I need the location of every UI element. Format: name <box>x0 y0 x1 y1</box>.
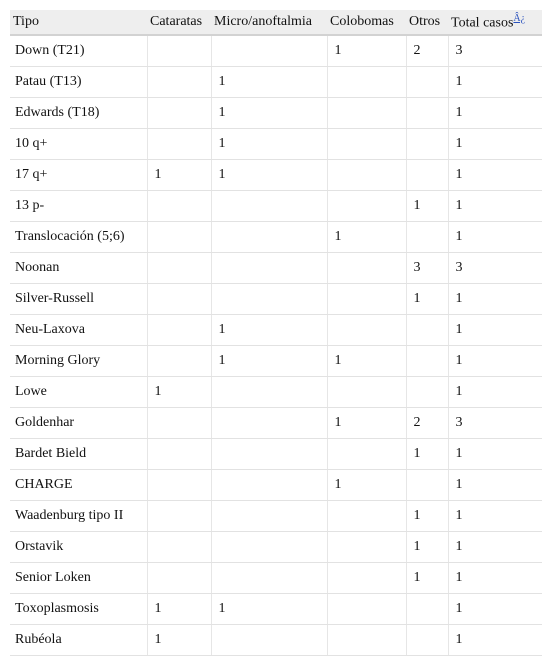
cell-colobomas: 1 <box>327 346 406 377</box>
cell-total-casos: 1 <box>448 594 542 625</box>
cell-total-casos: 1 <box>448 563 542 594</box>
cell-micro-anoftalmia <box>211 439 327 470</box>
cell-otros <box>406 160 448 191</box>
cell-cataratas: 1 <box>147 594 211 625</box>
footnote-link[interactable]: Â¿ <box>513 12 526 24</box>
header-cataratas: Cataratas <box>147 10 211 35</box>
cell-otros <box>406 594 448 625</box>
cell-tipo: Down (T21) <box>10 35 147 67</box>
cell-total-casos: 1 <box>448 470 542 501</box>
cell-otros: 2 <box>406 35 448 67</box>
cell-colobomas <box>327 160 406 191</box>
cell-colobomas: 1 <box>327 222 406 253</box>
cell-micro-anoftalmia: 1 <box>211 129 327 160</box>
cell-total-casos: 1 <box>448 67 542 98</box>
cell-total-casos: 1 <box>448 377 542 408</box>
cell-micro-anoftalmia <box>211 625 327 656</box>
cell-otros <box>406 67 448 98</box>
cell-micro-anoftalmia: 1 <box>211 160 327 191</box>
cell-tipo: Waadenburg tipo II <box>10 501 147 532</box>
cell-cataratas <box>147 532 211 563</box>
data-table <box>10 10 542 656</box>
cell-micro-anoftalmia: 1 <box>211 315 327 346</box>
cell-micro-anoftalmia: 1 <box>211 98 327 129</box>
cell-colobomas <box>327 625 406 656</box>
cell-cataratas <box>147 501 211 532</box>
header-tipo: Tipo <box>10 10 147 35</box>
header-colobomas: Colobomas <box>327 10 406 35</box>
cell-otros: 1 <box>406 501 448 532</box>
cell-otros: 2 <box>406 408 448 439</box>
table-row <box>10 191 542 222</box>
cell-colobomas <box>327 315 406 346</box>
cell-colobomas <box>327 191 406 222</box>
cell-total-casos: 1 <box>448 439 542 470</box>
cell-cataratas: 1 <box>147 160 211 191</box>
cell-micro-anoftalmia <box>211 563 327 594</box>
cell-micro-anoftalmia: 1 <box>211 346 327 377</box>
cell-colobomas <box>327 377 406 408</box>
table-row <box>10 67 542 98</box>
cell-micro-anoftalmia: 1 <box>211 67 327 98</box>
cell-tipo: Noonan <box>10 253 147 284</box>
cell-cataratas <box>147 222 211 253</box>
cell-total-casos: 1 <box>448 625 542 656</box>
cell-otros: 3 <box>406 253 448 284</box>
cell-colobomas: 1 <box>327 470 406 501</box>
table-row <box>10 315 542 346</box>
cell-otros: 1 <box>406 284 448 315</box>
table-row <box>10 35 542 67</box>
cell-cataratas <box>147 253 211 284</box>
header-total-casos-label: Total casos <box>451 15 514 31</box>
cell-micro-anoftalmia <box>211 470 327 501</box>
table-body <box>10 35 542 656</box>
table-row <box>10 222 542 253</box>
cell-micro-anoftalmia <box>211 253 327 284</box>
cell-cataratas <box>147 191 211 222</box>
cell-otros <box>406 346 448 377</box>
cell-total-casos: 1 <box>448 284 542 315</box>
table-row <box>10 346 542 377</box>
table-row <box>10 439 542 470</box>
table-row <box>10 98 542 129</box>
cell-tipo: Toxoplasmosis <box>10 594 147 625</box>
cell-colobomas <box>327 67 406 98</box>
cell-tipo: Neu-Laxova <box>10 315 147 346</box>
cell-colobomas <box>327 129 406 160</box>
cell-tipo: 13 p- <box>10 191 147 222</box>
cell-micro-anoftalmia: 1 <box>211 594 327 625</box>
cell-tipo: Rubéola <box>10 625 147 656</box>
cell-cataratas <box>147 315 211 346</box>
cell-cataratas <box>147 35 211 67</box>
table-container <box>10 10 542 656</box>
cell-cataratas <box>147 284 211 315</box>
table-row <box>10 129 542 160</box>
table-row <box>10 625 542 656</box>
cell-tipo: CHARGE <box>10 470 147 501</box>
cell-micro-anoftalmia <box>211 284 327 315</box>
cell-cataratas: 1 <box>147 625 211 656</box>
cell-cataratas: 1 <box>147 377 211 408</box>
table-row <box>10 501 542 532</box>
cell-total-casos: 3 <box>448 35 542 67</box>
cell-colobomas <box>327 284 406 315</box>
table-row <box>10 408 542 439</box>
header-total-casos <box>448 10 542 35</box>
table-row <box>10 160 542 191</box>
cell-tipo: Translocación (5;6) <box>10 222 147 253</box>
cell-tipo: Patau (T13) <box>10 67 147 98</box>
cell-cataratas <box>147 67 211 98</box>
cell-total-casos: 1 <box>448 98 542 129</box>
cell-micro-anoftalmia <box>211 532 327 563</box>
cell-tipo: 10 q+ <box>10 129 147 160</box>
cell-otros: 1 <box>406 191 448 222</box>
cell-otros <box>406 222 448 253</box>
cell-cataratas <box>147 346 211 377</box>
header-otros: Otros <box>406 10 448 35</box>
cell-cataratas <box>147 408 211 439</box>
cell-otros <box>406 98 448 129</box>
cell-tipo: Senior Loken <box>10 563 147 594</box>
cell-total-casos: 1 <box>448 191 542 222</box>
cell-otros <box>406 470 448 501</box>
cell-micro-anoftalmia <box>211 408 327 439</box>
cell-otros: 1 <box>406 439 448 470</box>
cell-cataratas <box>147 129 211 160</box>
cell-cataratas <box>147 563 211 594</box>
cell-otros: 1 <box>406 563 448 594</box>
cell-tipo: Morning Glory <box>10 346 147 377</box>
cell-micro-anoftalmia <box>211 501 327 532</box>
cell-cataratas <box>147 439 211 470</box>
header-micro-anoftalmia: Micro/anoftalmia <box>211 10 327 35</box>
cell-otros <box>406 377 448 408</box>
cell-micro-anoftalmia <box>211 377 327 408</box>
cell-total-casos: 1 <box>448 129 542 160</box>
cell-colobomas <box>327 253 406 284</box>
cell-tipo: Goldenhar <box>10 408 147 439</box>
cell-colobomas <box>327 532 406 563</box>
cell-micro-anoftalmia <box>211 191 327 222</box>
cell-total-casos: 1 <box>448 315 542 346</box>
table-row <box>10 532 542 563</box>
cell-otros <box>406 625 448 656</box>
cell-colobomas: 1 <box>327 35 406 67</box>
cell-total-casos: 1 <box>448 346 542 377</box>
cell-micro-anoftalmia <box>211 35 327 67</box>
cell-total-casos: 3 <box>448 408 542 439</box>
cell-otros <box>406 315 448 346</box>
cell-tipo: Bardet Bield <box>10 439 147 470</box>
cell-total-casos: 1 <box>448 222 542 253</box>
cell-tipo: Silver-Russell <box>10 284 147 315</box>
cell-colobomas: 1 <box>327 408 406 439</box>
cell-total-casos: 1 <box>448 501 542 532</box>
table-row <box>10 563 542 594</box>
cell-tipo: Lowe <box>10 377 147 408</box>
cell-colobomas <box>327 98 406 129</box>
cell-colobomas <box>327 501 406 532</box>
cell-total-casos: 1 <box>448 160 542 191</box>
cell-colobomas <box>327 439 406 470</box>
cell-tipo: Orstavik <box>10 532 147 563</box>
cell-colobomas <box>327 563 406 594</box>
cell-colobomas <box>327 594 406 625</box>
cell-tipo: 17 q+ <box>10 160 147 191</box>
cell-tipo: Edwards (T18) <box>10 98 147 129</box>
table-row <box>10 284 542 315</box>
cell-total-casos: 1 <box>448 532 542 563</box>
cell-otros <box>406 129 448 160</box>
cell-cataratas <box>147 98 211 129</box>
table-row <box>10 253 542 284</box>
cell-micro-anoftalmia <box>211 222 327 253</box>
cell-total-casos: 3 <box>448 253 542 284</box>
table-header-row <box>10 10 542 35</box>
table-row <box>10 594 542 625</box>
cell-otros: 1 <box>406 532 448 563</box>
table-row <box>10 470 542 501</box>
cell-cataratas <box>147 470 211 501</box>
table-row <box>10 377 542 408</box>
